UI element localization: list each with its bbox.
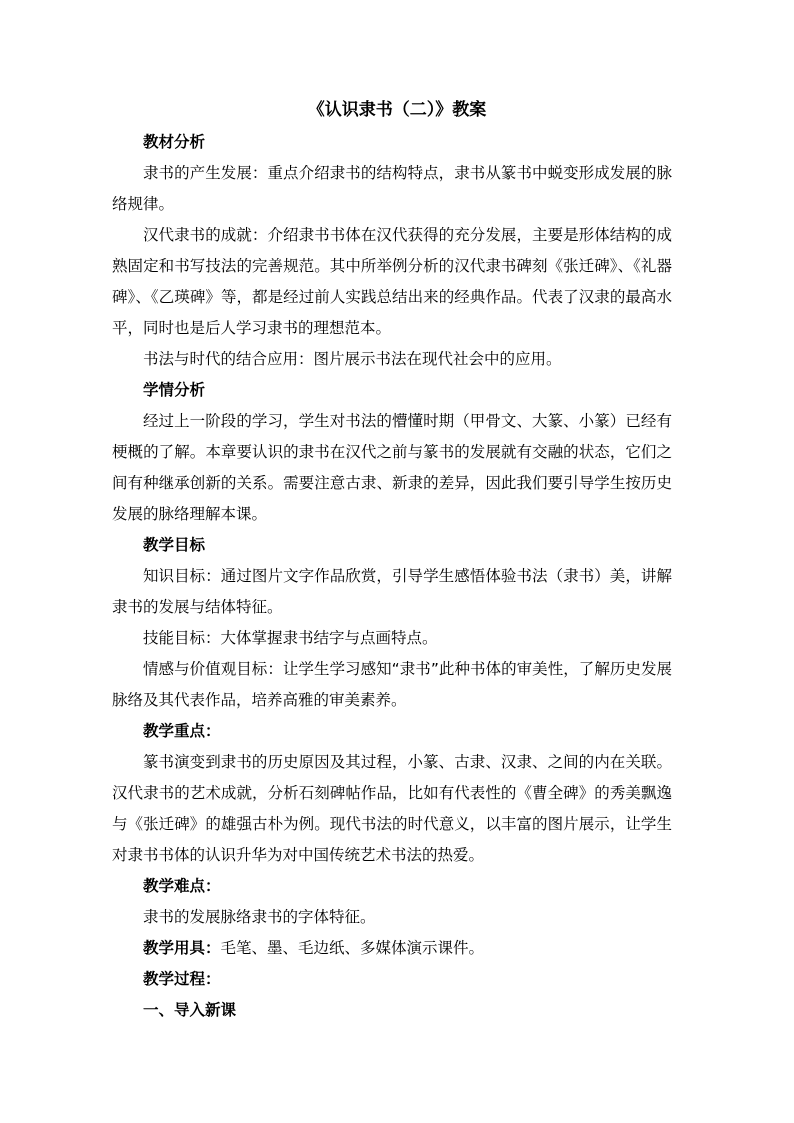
paragraph-calligraphy-modern-use: 书法与时代的结合应用：图片展示书法在现代社会中的应用。 xyxy=(143,350,562,368)
paragraph-difficulties: 隶书的发展脉络隶书的字体特征。 xyxy=(143,908,376,926)
paragraph-emotion-goal: 情感与价值观目标：让学生学习感知“隶书”此种书体的审美性，了解历史发展脉络及其代表作品，培养高雅的审美素养。 xyxy=(112,660,672,709)
section-heading-teaching-goals: 教学目标 xyxy=(143,536,206,554)
key-points-heading-text: 教学重点 xyxy=(143,722,206,740)
paragraph-teaching-tools xyxy=(112,933,672,964)
paragraph-student-background: 经过上一阶段的学习，学生对书法的懵懂时期（甲骨文、大篆、小篆）已经有梗概的了解。本章要认识的隶书在汉代之前与篆书的发展就有交融的状态，它们之间有种继承创新的关系。需要注意古隶、新隶的差异，因此我们要引导学生按历史发展的脉络理解本课。 xyxy=(112,412,672,523)
section-heading-difficulties: 教学难点： xyxy=(143,877,221,895)
paragraph-lishu-development: 隶书的产生发展：重点介绍隶书的结构特点，隶书从篆书中蜕变形成发展的脉络规律。 xyxy=(112,164,672,213)
section-heading-material-analysis: 教材分析 xyxy=(143,133,206,151)
paragraph-key-points: 篆书演变到隶书的历史原因及其过程，小篆、古隶、汉隶、之间的内在关联。汉代隶书的艺术成就，分析石刻碑帖作品，比如有代表性的《曹全碑》的秀美飘逸与《张迁碑》的雄强古朴为例。现代书法的时代意义，以丰富的图片展示，让学生对隶书书体的认识升华为对中国传统艺术书法的热爱。 xyxy=(112,753,672,864)
paragraph-skill-goal: 技能目标：大体掌握隶书结字与点画特点。 xyxy=(143,629,438,647)
key-points-heading-colon: ： xyxy=(205,722,221,740)
document-title: 《认识隶书（二）》教案 xyxy=(307,100,487,120)
paragraph-knowledge-goal: 知识目标：通过图片文字作品欣赏，引导学生感悟体验书法（隶书）美，讲解隶书的发展与结体特征。 xyxy=(112,567,672,616)
document-body xyxy=(112,127,672,1026)
section-heading-key-points xyxy=(112,716,672,747)
section-heading-teaching-process: 教学过程： xyxy=(143,970,221,988)
section-heading-student-analysis: 学情分析 xyxy=(143,381,206,399)
teaching-tools-value: 毛笔、墨、毛边纸、多媒体演示课件。 xyxy=(220,939,485,957)
teaching-tools-label: 教学用具： xyxy=(143,939,221,957)
section-heading-step-one: 一、导入新课 xyxy=(143,1001,237,1019)
paragraph-han-lishu-achievement: 汉代隶书的成就：介绍隶书书体在汉代获得的充分发展，主要是形体结构的成熟固定和书写技法的完善规范。其中所举例分析的汉代隶书碑刻《张迁碑》、《礼器碑》、《乙瑛碑》等，都是经过前人实践总结出来的经典作品。代表了汉隶的最高水平，同时也是后人学习隶书的理想范本。 xyxy=(112,226,672,337)
